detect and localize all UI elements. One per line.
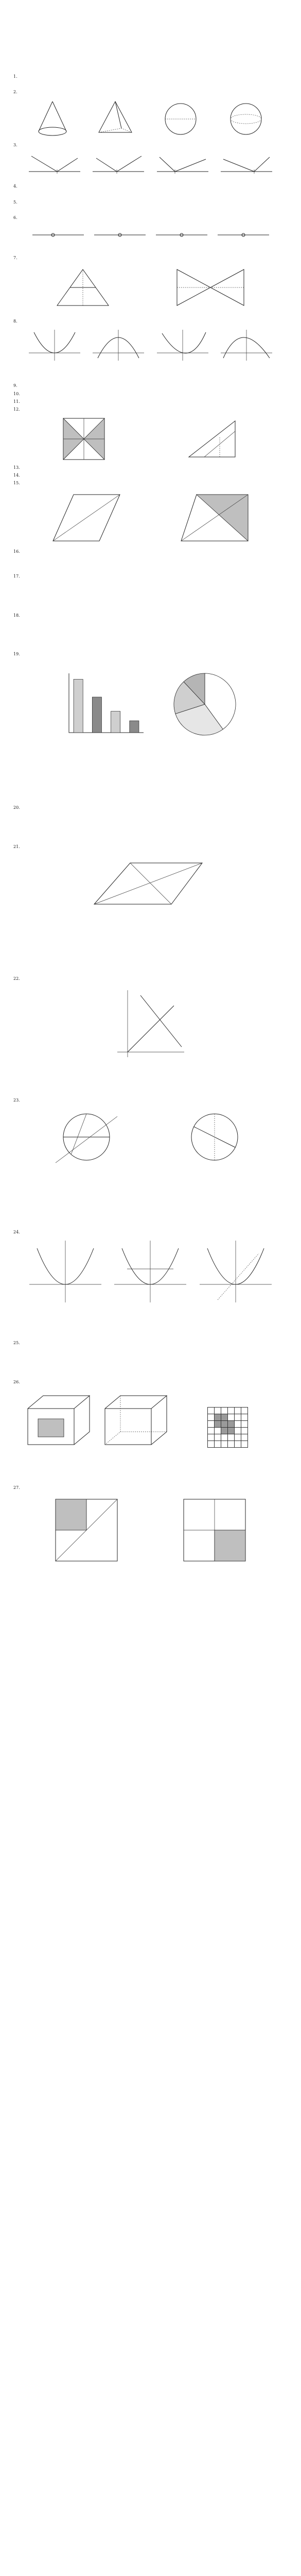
number-line-figure (27, 224, 274, 244)
answer-space[interactable] (13, 1452, 288, 1483)
question-number: 7. (13, 256, 17, 261)
question-text (23, 844, 288, 850)
question-4 (13, 183, 288, 197)
chart-bar (74, 680, 83, 733)
question-text (23, 1097, 288, 1104)
q22-figure (13, 984, 288, 1063)
option-c[interactable] (164, 81, 210, 87)
triangle-figure (52, 264, 114, 316)
right-triangle-figure (184, 416, 240, 462)
question-number: 19. (13, 652, 20, 657)
coordinate-figure (112, 985, 189, 1062)
question-number: 9. (13, 383, 17, 388)
chart-bar (92, 697, 101, 733)
question-number: 27. (13, 1485, 20, 1490)
question-number: 12. (13, 407, 20, 412)
page-gap (13, 1220, 288, 1228)
question-25 (13, 1340, 288, 1377)
question-number: 16. (13, 549, 20, 554)
question-24 (13, 1229, 288, 1338)
question-options (13, 207, 288, 213)
option-b[interactable] (93, 81, 139, 87)
section-1-heading (13, 59, 288, 72)
question-text (23, 399, 288, 405)
question-2 (13, 89, 288, 140)
number-line-b (90, 151, 147, 181)
question-11 (13, 399, 288, 405)
option-d[interactable] (234, 191, 280, 197)
exam-instructions (13, 38, 288, 55)
question-number: 24. (13, 1229, 20, 1234)
number-line-a (26, 151, 83, 181)
parallelogram-figure (48, 489, 125, 546)
quadrilateral-figure (84, 853, 218, 914)
exam-header (13, 9, 288, 32)
question-text (23, 215, 288, 221)
question-text (23, 613, 288, 619)
question-number: 23. (13, 1097, 20, 1103)
page-footer (13, 1610, 288, 1616)
solid-figures-row (13, 97, 288, 141)
q24-figures (13, 1237, 288, 1306)
question-1 (13, 74, 288, 87)
page-footer (13, 782, 288, 788)
question-26 (13, 1379, 288, 1483)
question-8 (13, 318, 288, 364)
question-number: 20. (13, 805, 20, 810)
question-options (13, 191, 288, 197)
inequality-lines (13, 223, 288, 245)
option-d[interactable] (234, 81, 280, 87)
answer-space[interactable] (13, 1347, 288, 1378)
question-6 (13, 215, 288, 253)
chart-bar (129, 721, 138, 733)
bar-chart-title (56, 660, 148, 666)
option-a[interactable] (23, 191, 69, 197)
question-number: 22. (13, 976, 20, 981)
option-c[interactable] (164, 191, 210, 197)
question-text (23, 976, 288, 982)
question-16 (13, 549, 288, 555)
bowtie-figure (172, 264, 249, 316)
option-d[interactable] (234, 247, 280, 253)
question-23 (13, 1097, 288, 1201)
question-number: 6. (13, 215, 17, 220)
question-text (23, 1340, 288, 1346)
bar-chart-panel (56, 660, 148, 743)
question-text (23, 465, 288, 471)
chart-bar (111, 711, 120, 733)
option-b[interactable] (93, 247, 139, 253)
question-12 (13, 406, 288, 463)
question-text (23, 183, 288, 190)
section-3-heading (13, 559, 288, 571)
parabola-figure-1 (27, 1238, 104, 1305)
exam-title-line1 (13, 9, 288, 17)
question-text (23, 1379, 288, 1385)
graph-option-a (26, 327, 83, 363)
square-figure-2 (179, 1494, 251, 1571)
graph-option-c (154, 327, 211, 363)
page-gap (13, 795, 288, 804)
question-text (23, 480, 288, 486)
trapezoid-figure (176, 489, 253, 546)
question-5 (13, 199, 288, 213)
q21-figure (13, 852, 288, 916)
page-gap (13, 967, 288, 975)
number-line-figures (13, 150, 288, 182)
question-15 (13, 480, 288, 547)
question-number: 5. (13, 199, 17, 205)
answer-space[interactable] (13, 580, 288, 611)
question-21 (13, 844, 288, 948)
page-footer (13, 953, 288, 959)
question-14 (13, 472, 288, 479)
question-9 (13, 383, 288, 389)
circle-chord-figure (179, 1106, 251, 1168)
answer-space[interactable] (13, 811, 288, 842)
bar-chart (56, 666, 148, 743)
exam-subject-title (13, 19, 288, 32)
question-number: 3. (13, 142, 17, 147)
statistics-charts (13, 660, 288, 743)
option-a[interactable] (23, 81, 69, 87)
q12-figures (13, 415, 288, 463)
question-number: 26. (13, 1379, 20, 1384)
question-number: 17. (13, 574, 20, 579)
question-number: 13. (13, 465, 20, 470)
answer-space[interactable] (13, 1574, 288, 1605)
question-text (23, 406, 288, 413)
question-number: 8. (13, 318, 17, 324)
geometry-figures-q7 (13, 263, 288, 317)
question-17 (13, 573, 288, 611)
option-a[interactable] (23, 247, 69, 253)
option-b[interactable] (93, 207, 139, 213)
pie-chart-title (164, 660, 246, 666)
parabola-options (13, 326, 288, 364)
q27-figures (13, 1493, 288, 1572)
question-number: 11. (13, 399, 20, 404)
question-number: 25. (13, 1341, 20, 1346)
question-text (23, 1229, 288, 1235)
graph-option-d (218, 327, 275, 363)
question-19 (13, 651, 288, 777)
square-figure-1 (50, 1494, 122, 1571)
question-text (23, 391, 288, 397)
question-13 (13, 465, 288, 471)
pyramid-figure (95, 98, 136, 140)
question-options (13, 247, 288, 253)
pie-chart (164, 666, 246, 743)
question-text (23, 805, 288, 811)
cone-figure (34, 98, 70, 140)
question-text (23, 549, 288, 555)
question-text (23, 89, 288, 95)
question-3 (13, 142, 288, 182)
section-2-heading (13, 368, 288, 381)
number-line-d (218, 151, 275, 181)
question-text (23, 255, 288, 261)
graph-option-b (90, 327, 147, 363)
circle-tangent-figure (50, 1106, 122, 1168)
question-text (23, 651, 288, 657)
question-text (23, 1485, 288, 1491)
parabola-figure-3 (197, 1238, 274, 1305)
box-figure-1 (23, 1388, 100, 1450)
question-number: 4. (13, 184, 17, 189)
answer-space[interactable] (13, 746, 288, 777)
question-text (23, 142, 288, 148)
answer-space[interactable] (13, 917, 288, 948)
q26-figures (13, 1387, 288, 1451)
box-figure-2 (100, 1388, 177, 1450)
pie-chart-panel (164, 660, 246, 743)
question-text (23, 199, 288, 206)
option-c[interactable] (164, 247, 210, 253)
circle-figure (160, 98, 201, 140)
question-number: 15. (13, 481, 20, 486)
answer-space[interactable] (13, 619, 288, 650)
question-text (23, 318, 288, 325)
question-number: 21. (13, 844, 20, 849)
question-number: 14. (13, 473, 20, 478)
sphere-figure (225, 98, 267, 140)
question-18 (13, 613, 288, 650)
q23-figures (13, 1105, 288, 1169)
answer-grid (207, 1407, 248, 1448)
question-27 (13, 1485, 288, 1604)
answer-space[interactable] (13, 1065, 288, 1096)
question-number: 1. (13, 74, 17, 79)
question-20 (13, 805, 288, 842)
option-c[interactable] (164, 207, 210, 213)
question-text (23, 573, 288, 580)
question-text (23, 383, 288, 389)
question-10 (13, 391, 288, 397)
option-d[interactable] (234, 207, 280, 213)
question-text (23, 74, 288, 80)
parabola-figure-2 (112, 1238, 189, 1305)
option-b[interactable] (93, 191, 139, 197)
question-options (13, 81, 288, 87)
shaded-square-figure (61, 416, 107, 462)
question-number: 10. (13, 391, 20, 396)
question-22 (13, 976, 288, 1095)
question-7 (13, 255, 288, 316)
answer-space[interactable] (13, 1171, 288, 1201)
page-footer (13, 1207, 288, 1213)
question-number: 18. (13, 613, 20, 618)
answer-space[interactable] (13, 1308, 288, 1338)
question-number: 2. (13, 90, 17, 95)
q15-figures (13, 488, 288, 547)
option-a[interactable] (23, 207, 69, 213)
number-line-c (154, 151, 211, 181)
question-text (23, 472, 288, 479)
